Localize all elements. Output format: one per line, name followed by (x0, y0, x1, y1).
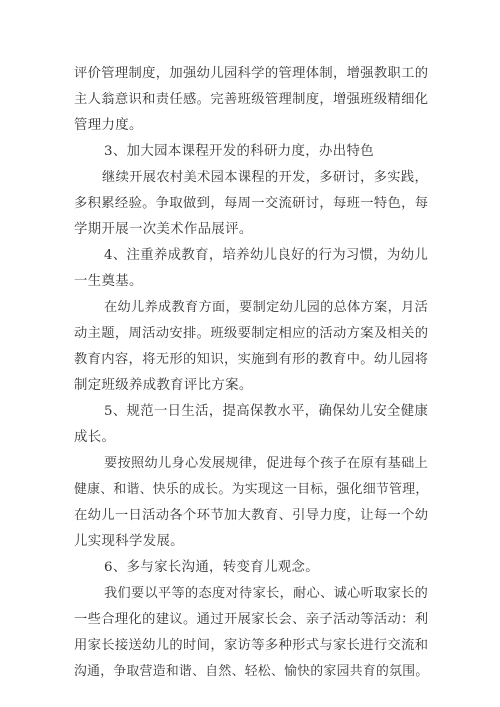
text-line: 继续开展农村美术园本课程的开发，多研讨，多实践， (102, 170, 429, 185)
section-heading-5: 5、规范一日生活，提高保教水平，确保幼儿安全健康 (104, 404, 429, 419)
text-line: 在幼儿养成教育方面，要制定幼儿园的总体方案，月活 (104, 300, 429, 315)
text-line: 在幼儿一日活动各个环节加大教育、引导力度，让每一个幼 (74, 508, 429, 523)
text-line: 儿实现科学发展。 (74, 534, 184, 549)
text-line: 沟通，争取营造和谐、自然、轻松、愉快的家园共育的氛围。 (74, 664, 429, 679)
text-line: 管理力度。 (74, 118, 143, 133)
text-line: 健康、和谐、快乐的成长。为实现这一目标，强化细节管理， (74, 482, 429, 497)
text-line: 多积累经验。争取做到，每周一交流研讨，每班一特色，每 (74, 196, 429, 211)
text-line: 要按照幼儿身心发展规律，促进每个孩子在原有基础上 (104, 456, 429, 471)
section-heading-4: 4、注重养成教育，培养幼儿良好的行为习惯，为幼儿 (104, 248, 429, 263)
text-line: 主人翁意识和责任感。完善班级管理制度，增强班级精细化 (74, 92, 429, 107)
section-heading-3: 3、加大园本课程开发的科研力度，办出特色 (104, 144, 374, 159)
section-heading-6: 6、多与家长沟通，转变育儿观念。 (104, 560, 319, 575)
text-line: 动主题，周活动安排。班级要制定相应的活动方案及相关的 (74, 326, 429, 341)
text-line: 成长。 (74, 430, 116, 445)
text-line: 我们要以平等的态度对待家长，耐心、诚心听取家长的 (104, 586, 429, 601)
text-line: 教育内容，将无形的知识，实施到有形的教育中。幼儿园将 (74, 352, 429, 367)
text-line: 用家长接送幼儿的时间，家访等多种形式与家长进行交流和 (74, 638, 429, 653)
text-line: 制定班级养成教育评比方案。 (74, 378, 253, 393)
text-line: 一些合理化的建议。通过开展家长会、亲子活动等活动：利 (74, 612, 429, 627)
text-line: 学期开展一次美术作品展评。 (74, 222, 253, 237)
text-line: 评价管理制度，加强幼儿园科学的管理体制，增强教职工的 (74, 66, 429, 81)
text-line: 一生奠基。 (74, 274, 143, 289)
